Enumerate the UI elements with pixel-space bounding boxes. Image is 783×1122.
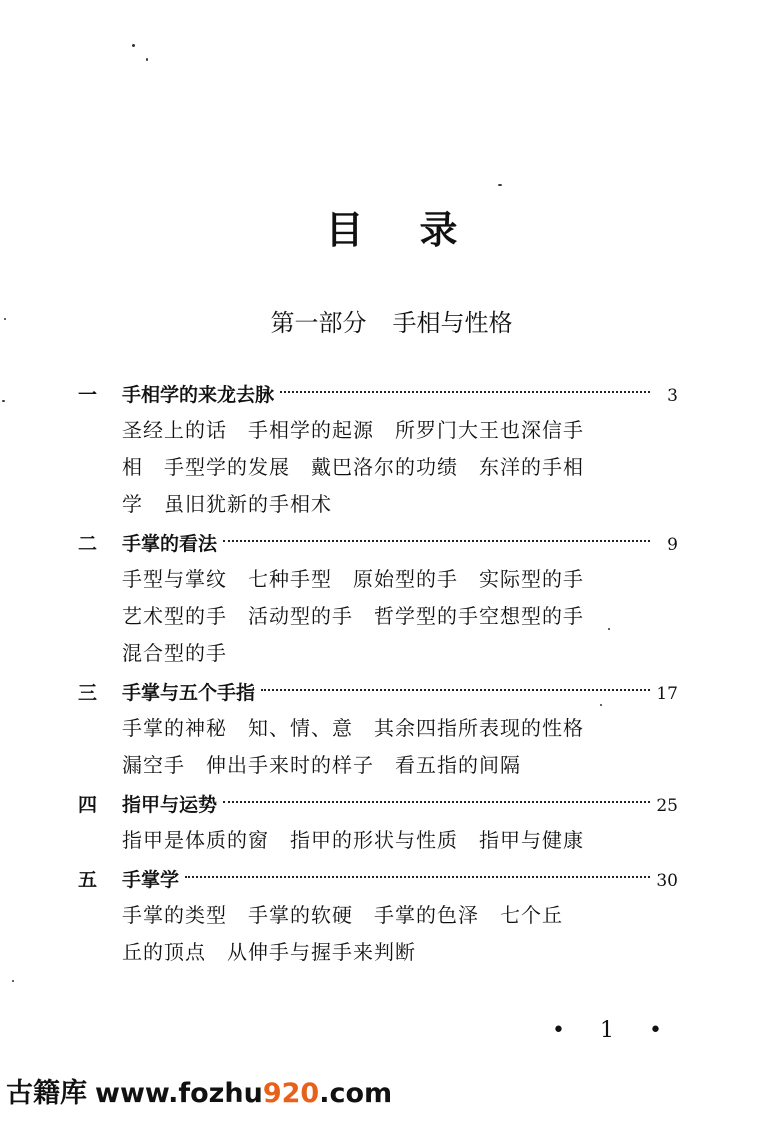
watermark-brand: 古籍库 (6, 1078, 87, 1109)
toc-entry (78, 676, 678, 784)
toc-entry (78, 788, 678, 859)
dot-leader (261, 689, 650, 691)
toc-entry (78, 863, 678, 971)
chapter-topics: 手掌的类型 手掌的软硬 手掌的色泽 七个丘 丘的顶点 从伸手与握手来判断 (122, 903, 584, 964)
dot-leader (280, 391, 650, 393)
scan-speck (498, 184, 502, 186)
page-title: 目录 (325, 207, 514, 252)
chapter-topics: 指甲是体质的窗 指甲的形状与性质 指甲与健康 (122, 828, 584, 852)
chapter-number: 一 (78, 384, 98, 406)
chapter-topics: 圣经上的话 手相学的起源 所罗门大王也深信手相 手型学的发展 戴巴洛尔的功绩 东洋的手相学 虽旧犹新的手相术 (122, 418, 584, 516)
chapter-topics: 手掌的神秘 知、情、意 其余四指所表现的性格 漏空手 伸出手来时的样子 看五指的间隔 (122, 716, 605, 777)
toc-entry-heading[interactable] (78, 527, 678, 561)
chapter-title: 手掌与五个手指 (122, 682, 256, 704)
part-title (0, 306, 783, 340)
watermark-url-part: www.fozhu (95, 1078, 263, 1109)
part-number: 第一部分 (270, 309, 367, 337)
dot-leader (223, 801, 650, 803)
chapter-title: 指甲与运势 (122, 794, 218, 816)
table-of-contents (78, 378, 678, 975)
watermark-url-part: .com (319, 1078, 393, 1109)
page-number: 9 (667, 535, 678, 555)
page-number: 30 (656, 871, 678, 891)
chapter-title: 手相学的来龙去脉 (122, 384, 275, 406)
chapter-number: 五 (78, 869, 98, 891)
scan-speck (12, 980, 14, 982)
page-number: 25 (656, 796, 678, 816)
scan-speck (132, 44, 135, 47)
scan-speck (4, 318, 6, 320)
toc-entry-heading[interactable] (78, 863, 678, 897)
scan-speck (2, 400, 5, 402)
scan-speck (146, 58, 148, 61)
dot-leader (185, 876, 650, 878)
toc-entry-heading[interactable] (78, 788, 678, 822)
chapter-number: 四 (78, 794, 98, 816)
site-watermark[interactable] (6, 1074, 392, 1114)
chapter-title: 手掌学 (122, 869, 180, 891)
dot-leader (223, 540, 650, 542)
toc-entry (78, 378, 678, 523)
scan-speck (600, 704, 602, 706)
part-name: 手相与性格 (392, 309, 513, 337)
watermark-url-part: 920 (262, 1078, 320, 1109)
toc-entry-heading[interactable] (78, 676, 678, 710)
toc-entry-heading[interactable] (78, 378, 678, 412)
page-number: 17 (656, 684, 678, 704)
scan-speck (608, 628, 610, 630)
chapter-title: 手掌的看法 (122, 533, 218, 555)
chapter-topics: 手型与掌纹 七种手型 原始型的手 实际型的手 艺术型的手 活动型的手 哲学型的手空想型的手 混合型的手 (122, 567, 605, 665)
page-number: 3 (667, 386, 678, 406)
chapter-number: 二 (78, 533, 98, 555)
chapter-number: 三 (78, 682, 98, 704)
toc-entry (78, 527, 678, 672)
page-folio: • 1 • (552, 1018, 676, 1043)
